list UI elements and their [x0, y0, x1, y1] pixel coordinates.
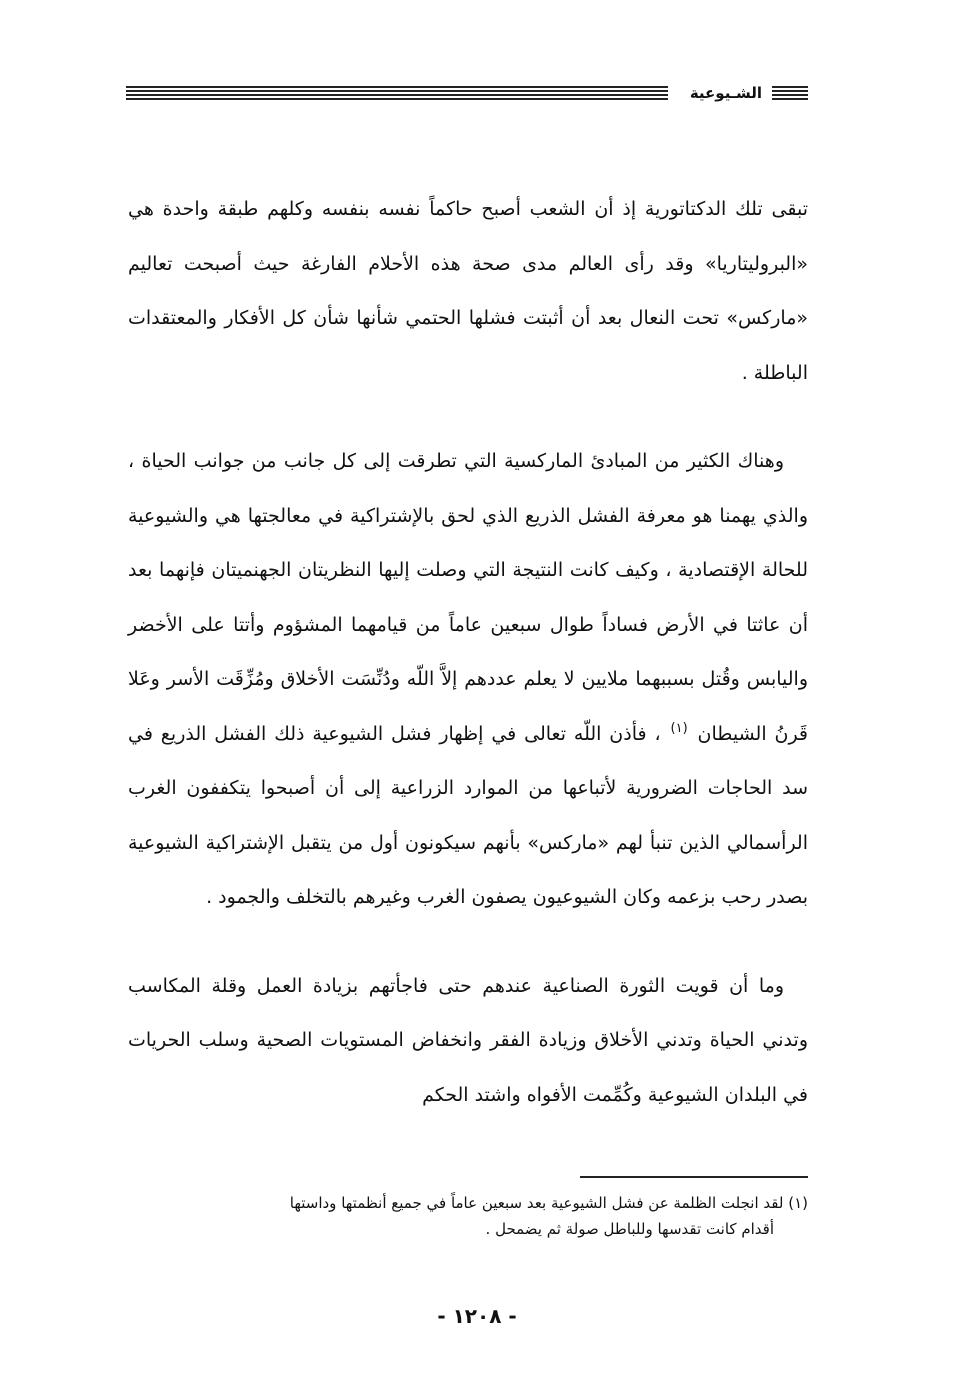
footnote-reference: (١)	[670, 721, 688, 737]
header-rule-short	[772, 86, 808, 100]
body-text	[128, 182, 808, 1122]
paragraph-1: تبقى تلك الدكتاتورية إذ أن الشعب أصبح حاكماً نفسه بنفسه وكلهم طبقة واحدة هي «البروليتاريا» وقد رأى العالم مدى صحة هذه الأحلام الفارغة حيث أصبحت تعاليم «ماركس» تحت النعال بعد أن أثبتت فشلها الحتمي شأنها شأن كل الأفكار والمعتقدات الباطلة .	[128, 198, 808, 384]
page-number: - ١٢٠٨ -	[437, 1304, 517, 1328]
footnote	[128, 1190, 808, 1242]
header-title: الشـيوعية	[689, 84, 762, 102]
footnote-divider	[580, 1176, 808, 1178]
footnote-line-2: أقدام كانت تقدسها وللباطل صولة ثم يضمحل .	[485, 1220, 774, 1238]
header-rule-long	[126, 86, 668, 100]
paragraph-2	[128, 434, 808, 925]
paragraph-2-part-1: وهناك الكثير من المبادئ الماركسية التي تطرقت إلى كل جانب من جوانب الحياة ، والذي يهمنا هو معرفة الفشل الذريع الذي لحق بالإشتراكية في معالجتها هي والشيوعية للحالة الإقتصادية ، وكيف كانت النتيجة التي وصلت إليها النظريتان الجهنميتان فإنهما بعد أن عاثتا في الأرض فساداً طوال سبعين عاماً من قيامهما المشؤوم وأتتا على الأخضر واليابس وقُتل بسببهما ملايين لا يعلم عددهم إلاَّ اللّه ودُنِّسَت الأخلاق ومُزِّقَت الأسر وعَلا قَرنُ الشيطان	[128, 450, 809, 745]
paragraph-2-part-2: ، فأذن اللّه تعالى في إظهار فشل الشيوعية ذلك الفشل الذريع في سد الحاجات الضرورية لأتباعها من الموارد الزراعية إلى أن أصبحوا يتكففون الغرب الرأسمالي الذين تنبأ لهم «ماركس» بأنهم سيكونون أول من يتقبل الإشتراكية الشيوعية بصدر رحب بزعمه وكان الشيوعيون يصفون الغرب وغيرهم بالتخلف والجمود .	[128, 722, 808, 908]
running-header	[126, 82, 808, 108]
paragraph-3: وما أن قويت الثورة الصناعية عندهم حتى فاجأتهم بزيادة العمل وقلة المكاسب وتدني الحياة وتدني الأخلاق وزيادة الفقر وانخفاض المستويات الصحية وسلب الحريات في البلدان الشيوعية وكُمِّمت الأفواه واشتد الحكم	[128, 974, 808, 1106]
footnote-line-1: (١) لقد انجلت الظلمة عن فشل الشيوعية بعد سبعين عاماً في جميع أنظمتها وداستها	[289, 1194, 808, 1212]
